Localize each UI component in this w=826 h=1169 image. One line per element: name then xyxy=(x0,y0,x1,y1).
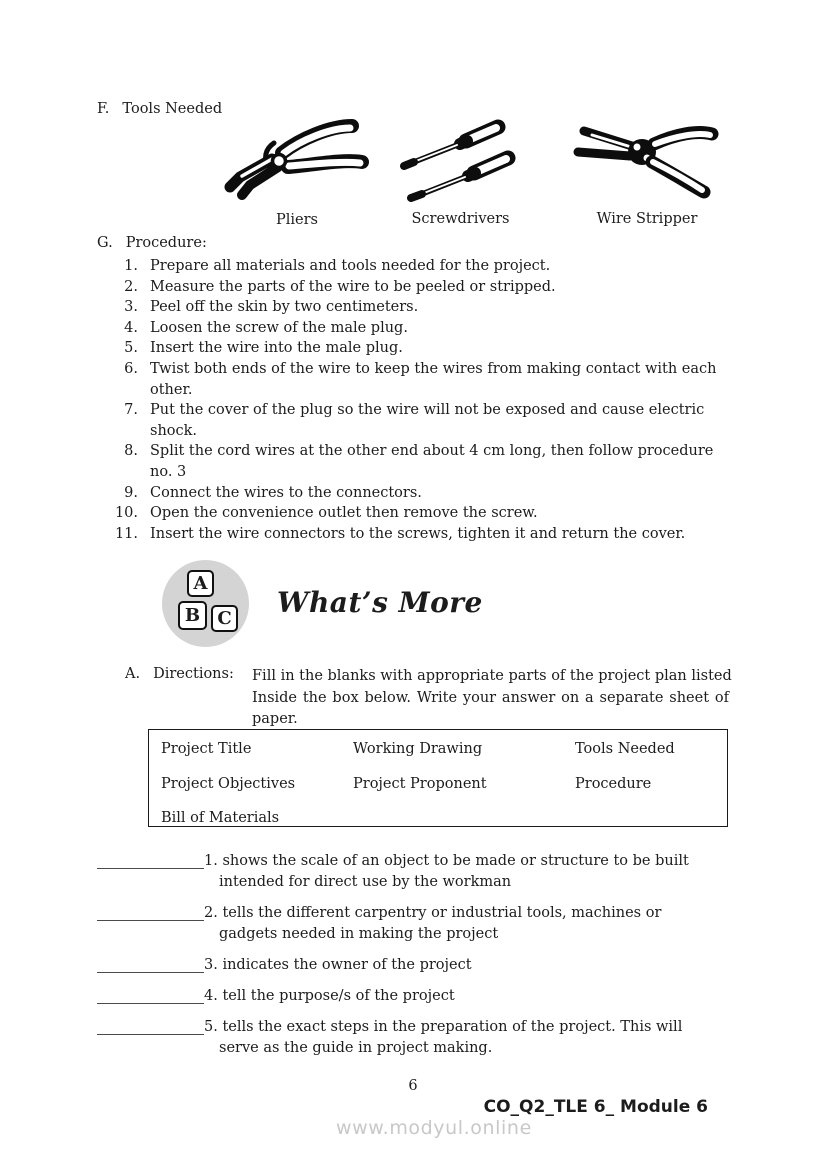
pliers-icon xyxy=(222,113,372,205)
tool-figure-screwdrivers xyxy=(398,117,523,227)
procedure-step xyxy=(97,256,716,277)
item-description: tell the purpose/s of the project xyxy=(222,988,455,1004)
tool-figure-pliers xyxy=(222,113,372,228)
step-number: 9. xyxy=(124,484,138,501)
item-description: shows the scale of an object to be made or structure to be built intended for direct use by the workman xyxy=(219,853,689,890)
step-text: Insert the wire into the male plug. xyxy=(150,340,403,357)
item-number: 3. xyxy=(204,957,218,973)
section-f-label: F. xyxy=(97,101,110,117)
whats-more-title: What’s More xyxy=(277,586,483,619)
procedure-list xyxy=(97,256,716,544)
step-number: 7. xyxy=(124,402,138,419)
wire-stripper-icon xyxy=(572,110,722,204)
fill-blank-list xyxy=(97,851,689,1069)
item-number: 2. xyxy=(204,905,218,921)
step-text: Loosen the screw of the male plug. xyxy=(150,319,408,336)
word-box-item: Procedure xyxy=(575,775,652,792)
procedure-step xyxy=(97,338,716,359)
step-text: Insert the wire connectors to the screws, tighten it and return the cover. xyxy=(150,525,686,542)
section-f-heading xyxy=(97,101,222,117)
step-number: 4. xyxy=(124,319,138,336)
directions-label: A. xyxy=(125,666,141,682)
answer-blank xyxy=(97,986,204,1004)
abc-block-a: A xyxy=(187,570,214,597)
item-number: 4. xyxy=(204,988,218,1004)
step-text: Put the cover of the plug so the wire will not be exposed and cause electric shock. xyxy=(150,402,705,439)
tool-label-wire-stripper: Wire Stripper xyxy=(596,211,698,227)
word-box-row xyxy=(161,810,727,845)
tool-label-pliers: Pliers xyxy=(276,212,318,228)
item-description: tells the different carpentry or industrial tools, machines or gadgets needed in making the project xyxy=(219,905,662,942)
item-description: tells the exact steps in the preparation of the project. This will serve as the guide in project making. xyxy=(219,1019,683,1056)
word-box-item: Tools Needed xyxy=(575,741,675,757)
step-number: 11. xyxy=(114,525,138,542)
procedure-step xyxy=(97,483,716,504)
step-text: Connect the wires to the connectors. xyxy=(150,484,422,501)
screwdrivers-icon xyxy=(398,117,523,204)
step-number: 8. xyxy=(124,443,138,460)
abc-block-c: C xyxy=(211,605,238,632)
procedure-step xyxy=(97,277,716,298)
tool-label-screwdrivers: Screwdrivers xyxy=(411,211,510,227)
fill-blank-item xyxy=(97,986,689,1007)
word-box-item: Bill of Materials xyxy=(161,810,280,826)
answer-blank xyxy=(97,1017,204,1035)
fill-blank-item xyxy=(97,955,689,976)
procedure-step xyxy=(97,318,716,339)
tool-figure-wire-stripper xyxy=(572,110,722,227)
section-f-title: Tools Needed xyxy=(122,101,223,117)
watermark: www.modyul.online xyxy=(336,1117,532,1139)
step-text: Open the convenience outlet then remove the screw. xyxy=(150,505,538,522)
abc-blocks-icon xyxy=(162,560,249,647)
item-number: 1. xyxy=(204,853,218,869)
step-text: Split the cord wires at the other end about 4 cm long, then follow procedure no. 3 xyxy=(150,443,714,480)
module-code: CO_Q2_TLE 6_ Module 6 xyxy=(483,1097,708,1117)
word-box-item: Working Drawing xyxy=(353,741,483,757)
section-g-label: G. xyxy=(97,235,113,251)
answer-blank xyxy=(97,955,204,973)
item-number: 5. xyxy=(204,1019,218,1035)
step-text: Measure the parts of the wire to be peeled or stripped. xyxy=(150,278,556,295)
answer-blank xyxy=(97,903,204,921)
fill-blank-item xyxy=(97,1017,689,1059)
fill-blank-item xyxy=(97,851,689,893)
procedure-step xyxy=(97,359,716,400)
word-box-row xyxy=(161,776,727,811)
fill-blank-text xyxy=(204,851,689,893)
abc-block-b: B xyxy=(178,601,207,630)
word-box-item: Project Proponent xyxy=(353,775,487,792)
fill-blank-item xyxy=(97,903,689,945)
directions-word: Directions: xyxy=(153,666,234,682)
fill-blank-text xyxy=(204,986,455,1007)
step-text: Prepare all materials and tools needed for the project. xyxy=(150,258,551,274)
directions-line: Fill in the blanks with appropriate parts of the project plan listed xyxy=(252,668,732,684)
directions-heading xyxy=(125,666,234,682)
fill-blank-text xyxy=(204,1017,682,1059)
fill-blank-text xyxy=(204,903,661,945)
procedure-step xyxy=(97,297,716,318)
directions-line: paper. xyxy=(252,711,298,727)
procedure-step xyxy=(97,441,716,482)
step-number: 6. xyxy=(124,360,138,377)
procedure-step xyxy=(97,503,716,524)
section-g-heading xyxy=(97,235,207,251)
page-number: 6 xyxy=(408,1078,418,1094)
procedure-step xyxy=(97,524,716,545)
section-g-title: Procedure: xyxy=(125,235,207,251)
step-number: 1. xyxy=(124,258,138,274)
step-number: 5. xyxy=(124,340,138,357)
word-box-item: Project Title xyxy=(161,741,252,757)
answer-blank xyxy=(97,851,204,869)
word-choice-box xyxy=(148,729,728,827)
step-number: 10. xyxy=(114,505,138,522)
step-text: Peel off the skin by two centimeters. xyxy=(150,299,419,316)
procedure-step xyxy=(97,400,716,441)
fill-blank-text xyxy=(204,955,472,976)
step-number: 2. xyxy=(124,278,138,295)
word-box-item: Project Objectives xyxy=(161,775,296,792)
step-text: Twist both ends of the wire to keep the wires from making contact with each other. xyxy=(150,360,717,398)
item-description: indicates the owner of the project xyxy=(222,957,472,973)
word-box-row xyxy=(161,741,727,776)
step-number: 3. xyxy=(124,299,138,316)
directions-line: Inside the box below. Write your answer on a separate sheet of xyxy=(252,689,729,706)
directions-text xyxy=(252,666,732,731)
